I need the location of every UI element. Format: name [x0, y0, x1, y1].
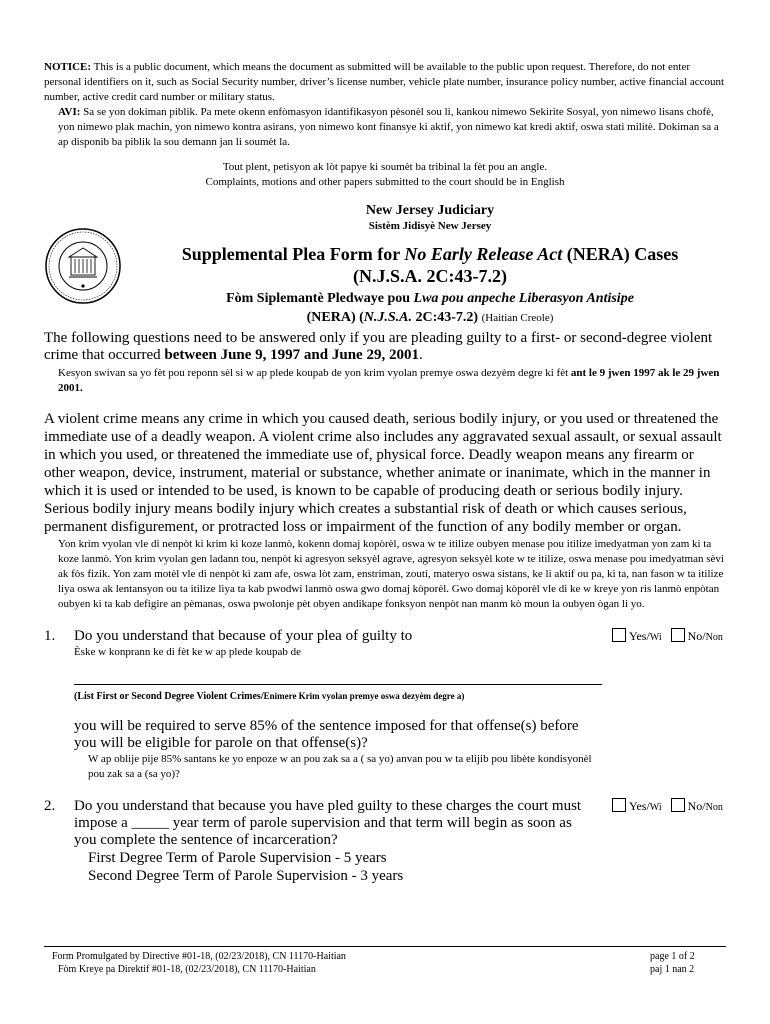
- language-note: [44, 160, 726, 190]
- no-label: No/: [687, 629, 706, 643]
- parole-term-second: Second Degree Term of Parole Supervision - 3 years: [88, 868, 404, 884]
- notice-ht-text: Sa se yon dokiman piblik. Pa mete okenn enfòmasyon idantifikasyon pèsonèl sou li, kankou nimewo Sekirite Sosyal, yon nimewo lisans chofè, yon nimewo plak machin, yon nimewo kontra asirans, yon nimewo kont finansye ki aktif, yon nimewo kat kredi aktif, oswa stati militè. Dokiman sa a ap disponib ba piblik la sou demann jan li soumèt la.: [58, 106, 719, 148]
- form-title-ht-e: 2C:43-7.2): [412, 310, 479, 325]
- violent-crimes-field[interactable]: [74, 674, 602, 685]
- question-1-followup-text: you will be required to serve 85% of the sentence imposed for that offense(s) before you will be eligible for parole on that offense(s)?: [74, 718, 579, 751]
- form-title-ht-njsa: N.J.S.A.: [363, 310, 412, 325]
- question-1-followup-ht: W ap oblije pije 85% santans ke yo enpoze w an pou zak sa a ( sa yo) anvan pou w ta elijib pou libète kondisyonèl pou zak sa a (sa yo)?: [88, 753, 592, 780]
- question-2-body: [74, 798, 594, 885]
- page-footer: [44, 946, 726, 975]
- form-header: [44, 202, 726, 324]
- violent-crimes-label-en: (List First or Second Degree Violent Crimes/: [74, 691, 264, 702]
- form-title-c: (NERA) Cases: [562, 244, 679, 264]
- notice-en: [44, 60, 726, 105]
- intro-en: [44, 330, 726, 364]
- intro-dates: between June 9, 1997 and June 29, 2001: [164, 347, 419, 363]
- footer-form-info: [52, 950, 346, 976]
- question-1-followup: [74, 718, 594, 782]
- question-1-answers: [606, 628, 723, 646]
- question-1-body: [74, 628, 594, 660]
- question-2: [44, 798, 726, 885]
- question-2-answers: [606, 798, 723, 816]
- question-1-number: 1.: [44, 628, 56, 644]
- intro-end: .: [418, 347, 423, 363]
- intro-ht-dates: ant le 9 jwen 1997 ak le 29 jwen 2001.: [58, 367, 720, 394]
- notice-ht-label: AVI:: [58, 106, 81, 118]
- violent-crimes-label-ht: Enimere Krim vyolan premye oswa dezyèm degre a): [263, 691, 465, 701]
- notice-label: NOTICE:: [44, 61, 92, 73]
- footer-directive-ht: Fòm Kreye pa Direktif #01-18, (02/23/2018), CN 11170-Haitian: [58, 964, 316, 975]
- language-note-ht: Tout plent, petisyon ak lòt papye ki soumèt ba tribinal la fèt pou an angle.: [222, 161, 548, 173]
- form-title-ht: [134, 289, 726, 328]
- parole-term-first: First Degree Term of Parole Supervision - 5 years: [88, 850, 387, 866]
- footer-page-number: [650, 950, 695, 976]
- definition-en: A violent crime means any crime in which you caused death, serious bodily injury, or you used or threatened the immediate use of a deadly weapon. A violent crime also includes any aggravated sexual assault, or sexual assault in which you used, or threatened the immediate use of, physical force. Deadly weapon means any firearm or other weapon, device, instrument, material or substance, whether animate or inanimate, which in the manner in which it is used or intended to be used, is known to be capable of producing death or serious bodily injury. Serious bodily injury means bodily injury which creates a substantial risk of death or which causes serious, permanent disfigurement, or protracted loss or impairment of the function of any bodily member or organ.: [44, 411, 722, 535]
- form-title-ht-a: Fòm Siplemantè Pledwaye pou: [226, 291, 414, 306]
- form-title-ht-c: (NERA) (: [306, 310, 364, 325]
- page-number: page 1 of 2: [650, 951, 695, 962]
- question-1-text-ht: Èske w konprann ke di fèt ke w ap plede koupab de: [74, 646, 301, 658]
- language-note-en: Complaints, motions and other papers submitted to the court should be in English: [205, 176, 565, 188]
- notice-text: This is a public document, which means the document as submitted will be available to the public upon request. Therefore, do not enter personal identifiers on it, such as Social Security number, driver’s license number, vehicle plate number, insurance policy number, active financial account number, active credit card number or military status.: [44, 61, 725, 103]
- question-1: [44, 628, 726, 660]
- yes-label-ht: Wi: [649, 802, 662, 813]
- header-titles: [134, 202, 726, 328]
- intro-ht-text: Kesyon swivan sa yo fèt pou reponn sèl si w ap plede koupab de yon krim vyolan premye oswa dezyèm degre ki fèt: [58, 367, 571, 379]
- intro-ht: [58, 366, 726, 396]
- org-name-ht: Sistèm Jidisyè New Jersey: [368, 220, 492, 232]
- form-title-act: No Early Release Act: [404, 244, 563, 264]
- question-1-text: Do you understand that because of your plea of guilty to: [74, 628, 413, 644]
- form-title-statute: (N.J.S.A. 2C:43-7.2): [353, 266, 507, 286]
- question-2-no-checkbox[interactable]: [671, 798, 685, 812]
- no-label-ht: Non: [705, 632, 723, 643]
- yes-label: Yes/: [629, 799, 650, 813]
- yes-label-ht: Wi: [649, 632, 662, 643]
- yes-label: Yes/: [629, 629, 650, 643]
- no-label-ht: Non: [705, 802, 723, 813]
- violent-crimes-label: [74, 689, 726, 704]
- question-2-yes-checkbox[interactable]: [612, 798, 626, 812]
- notice-ht: [58, 105, 726, 150]
- form-page: [44, 60, 726, 885]
- court-seal-icon: [44, 227, 122, 305]
- page-number-ht: paj 1 nan 2: [650, 964, 695, 975]
- definition-ht: Yon krim vyolan vle di nenpòt ki krim ki koze lanmò, kokenn domaj kopòrèl, oswa w te itilize oubyen menase pou itilize imedyatman yon zam ki ta koze lanmò. Yon krim vyolan gen ladann tou, nenpòt ki agresyon seksyèl agrave, agresyon seksyèl kote w te itilize, oswa menase pou imedyatman sèvi ak fòs fizik. Yon zam motèl vle di nenpòt ki zam afe, oswa lòt zam, enstriman, zouti, materyo oswa sistans, ke li aktif ou pa, ki ta, nan fason w ta itilize liya oswa ak lentansyon ou ta itilize liya ta kab pwodwi lanmò oswa gwo domaj kòporèl. Gwo domaj kòporèl vle di ke w kreye yon ris lanmò enpòtan oubyen ki ta kab defigire an pèmanas, oswa pwolonje pèt obyen andikape fonksyon nenpòt nan manm kò moun la oubyen ògan li yo.: [58, 538, 724, 610]
- question-1-yes-checkbox[interactable]: [612, 628, 626, 642]
- form-title-a: Supplemental Plea Form for: [181, 244, 405, 264]
- question-1-no-checkbox[interactable]: [671, 628, 685, 642]
- form-title-ht-act: Lwa pou anpeche Liberasyon Antisipe: [413, 291, 634, 306]
- footer-directive: Form Promulgated by Directive #01-18, (02/23/2018), CN 11170-Haitian: [52, 951, 346, 962]
- org-name: New Jersey Judiciary: [365, 203, 495, 218]
- form-title: [134, 243, 726, 265]
- intro-text: The following questions need to be answered only if you are pleading guilty to a first- or second-degree violent crime that occurred: [44, 330, 713, 363]
- question-2-number: 2.: [44, 798, 56, 814]
- no-label: No/: [687, 799, 706, 813]
- form-title-language: (Haitian Creole): [481, 312, 554, 324]
- question-2-text: Do you understand that because you have pled guilty to these charges the court must impose a _____ year term of parole supervision and that term will begin as soon as you complete the sentence of incarceration?: [74, 798, 582, 848]
